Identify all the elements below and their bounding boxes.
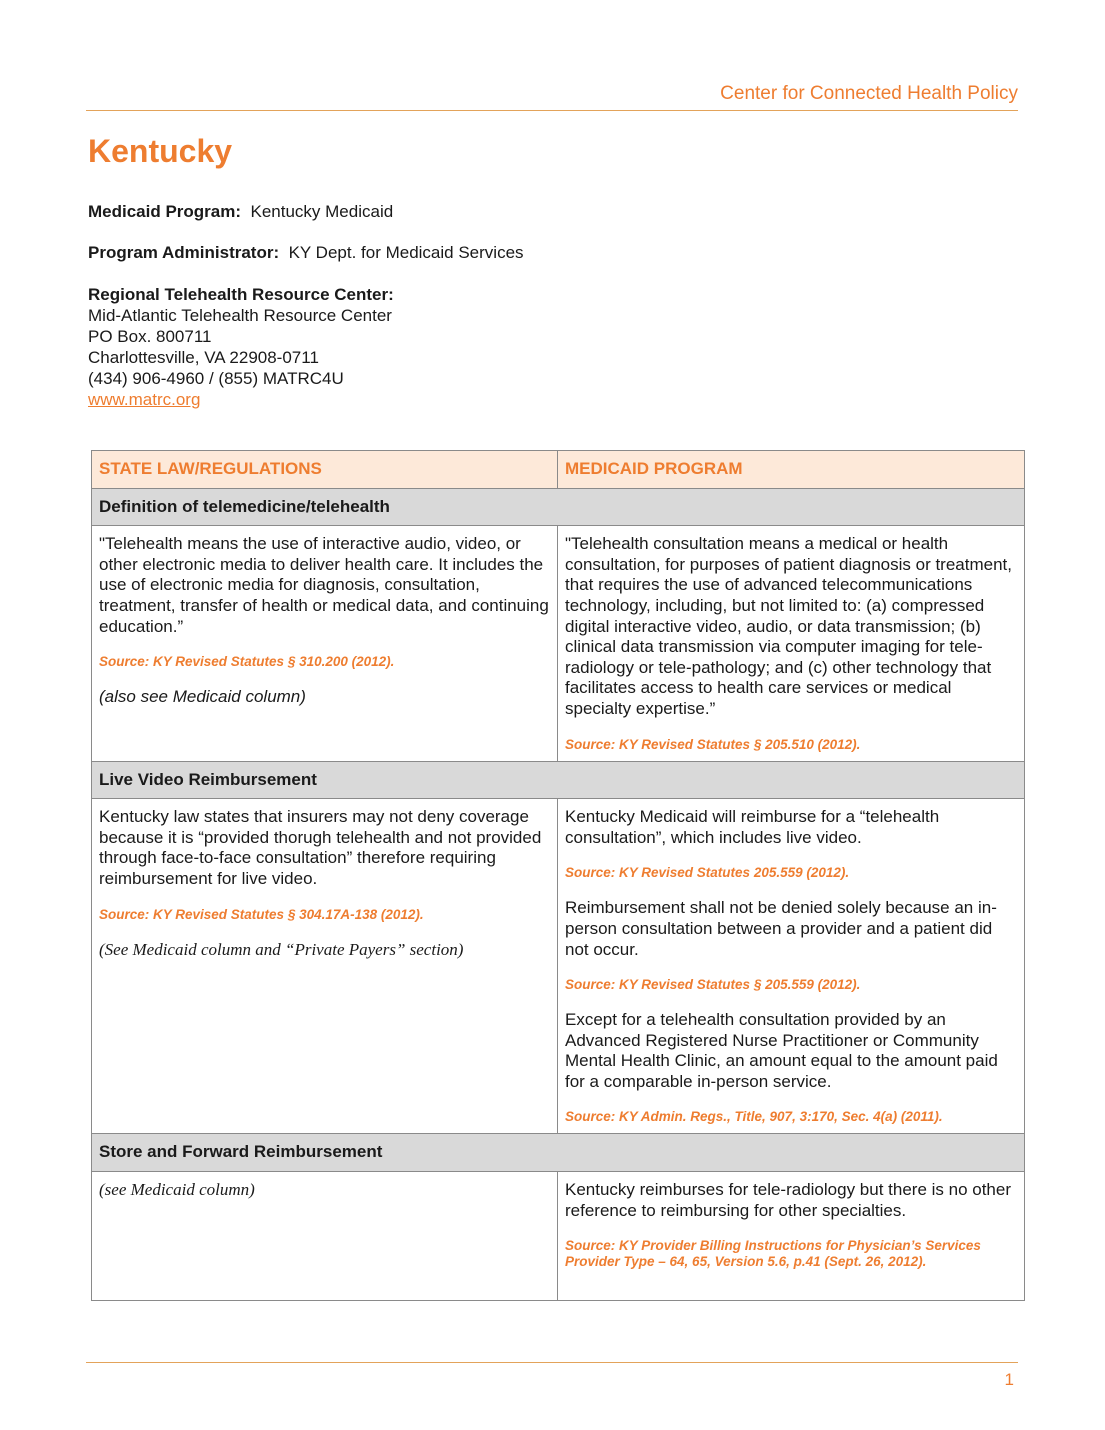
table-row — [92, 526, 1025, 761]
definition-medicaid-cell — [558, 526, 1025, 761]
live-video-medicaid-cell — [558, 799, 1025, 1134]
store-forward-state-law-note: (see Medicaid column) — [99, 1180, 255, 1200]
header-divider — [86, 110, 1018, 111]
store-forward-state-law-cell — [92, 1172, 558, 1301]
organization-name: Center for Connected Health Policy — [720, 83, 1018, 104]
medicaid-program-value: Kentucky Medicaid — [250, 202, 394, 221]
definition-state-law-text: "Telehealth means the use of interactive audio, video, or other electronic media to deliver health care. It includes the use of electronic media for diagnosis, consultation, treatment, transfer of health or medical data, and continuing education.” — [99, 534, 549, 636]
store-forward-medicaid-text: Kentucky reimburses for tele-radiology but there is no other reference to reimbursing for other specialties. — [565, 1180, 1012, 1220]
store-forward-medicaid-source: Source: KY Provider Billing Instructions for Physician’s Services Provider Type – 64, 65, Version 5.6, p.41 (Sept. 26, 2012). — [565, 1238, 981, 1270]
section-title-definition: Definition of telemedicine/telehealth — [92, 488, 1025, 526]
live-video-state-law-text: Kentucky law states that insurers may not deny coverage because it is “provided thorugh telehealth and not provided through face-to-face consultation” therefore requiring reimbursement for live video. — [99, 807, 542, 888]
live-video-medicaid-text-2: Reimbursement shall not be denied solely because an in-person consultation between a provider and a patient did not occur. — [565, 898, 997, 959]
section-header-row — [92, 761, 1025, 799]
resource-center-phone: (434) 906-4960 / (855) MATRC4U — [88, 369, 344, 388]
live-video-medicaid-source-2: Source: KY Revised Statutes § 205.559 (2012). — [565, 977, 861, 993]
footer-divider — [86, 1362, 1018, 1363]
definition-state-law-cell — [92, 526, 558, 761]
live-video-medicaid-source-3: Source: KY Admin. Regs., Title, 907, 3:170, Sec. 4(a) (2011). — [565, 1109, 943, 1125]
section-header-row — [92, 1134, 1025, 1172]
policy-table — [91, 450, 1025, 1301]
section-title-live-video: Live Video Reimbursement — [92, 761, 1025, 799]
definition-medicaid-source: Source: KY Revised Statutes § 205.510 (2012). — [565, 736, 861, 752]
page-title: Kentucky — [88, 133, 233, 169]
column-header-medicaid: MEDICAID PROGRAM — [558, 451, 1025, 489]
medicaid-program-line — [88, 201, 393, 222]
resource-center-label: Regional Telehealth Resource Center: — [88, 285, 394, 304]
live-video-state-law-source: Source: KY Revised Statutes § 304.17A-138 (2012). — [99, 906, 424, 922]
page-number: 1 — [1004, 1370, 1014, 1389]
resource-center-name: Mid-Atlantic Telehealth Resource Center — [88, 306, 392, 325]
resource-center-block — [88, 284, 394, 410]
column-header-state-law: STATE LAW/REGULATIONS — [92, 451, 558, 489]
store-forward-medicaid-cell — [558, 1172, 1025, 1301]
live-video-medicaid-source-1: Source: KY Revised Statutes 205.559 (2012). — [565, 865, 850, 881]
definition-state-law-source: Source: KY Revised Statutes § 310.200 (2012). — [99, 654, 395, 670]
table-row — [92, 1172, 1025, 1301]
program-admin-value: KY Dept. for Medicaid Services — [288, 243, 524, 262]
resource-center-city: Charlottesville, VA 22908-0711 — [88, 348, 319, 367]
definition-medicaid-text: "Telehealth consultation means a medical or health consultation, for purposes of patient diagnosis or treatment, that requires the use of advanced telecommunications technology, including, but not limited to: (a) compressed digital interactive video, audio, or data transmission; (b) clinical data transmission via computer imaging for tele-radiology or tele-pathology; and (c) other technology that facilitates access to health care services or medical specialty expertise.” — [565, 534, 1012, 718]
medicaid-program-label: Medicaid Program: — [88, 202, 242, 221]
live-video-state-law-cell — [92, 799, 558, 1134]
definition-state-law-note: (also see Medicaid column) — [99, 687, 306, 707]
resource-center-po-box: PO Box. 800711 — [88, 327, 212, 346]
program-admin-line — [88, 242, 524, 263]
live-video-medicaid-text-3: Except for a telehealth consultation provided by an Advanced Registered Nurse Practitioner or Community Mental Health Clinic, an amount equal to the amount paid for a comparable in-person service. — [565, 1010, 998, 1091]
section-title-store-forward: Store and Forward Reimbursement — [92, 1134, 1025, 1172]
column-header-row — [92, 451, 1025, 489]
table-row — [92, 799, 1025, 1134]
program-admin-label: Program Administrator: — [88, 243, 280, 262]
live-video-medicaid-text-1: Kentucky Medicaid will reimburse for a “telehealth consultation”, which includes live video. — [565, 807, 940, 847]
live-video-state-law-note: (See Medicaid column and “Private Payers” section) — [99, 939, 464, 959]
resource-center-link[interactable]: www.matrc.org — [88, 390, 201, 409]
section-header-row — [92, 488, 1025, 526]
